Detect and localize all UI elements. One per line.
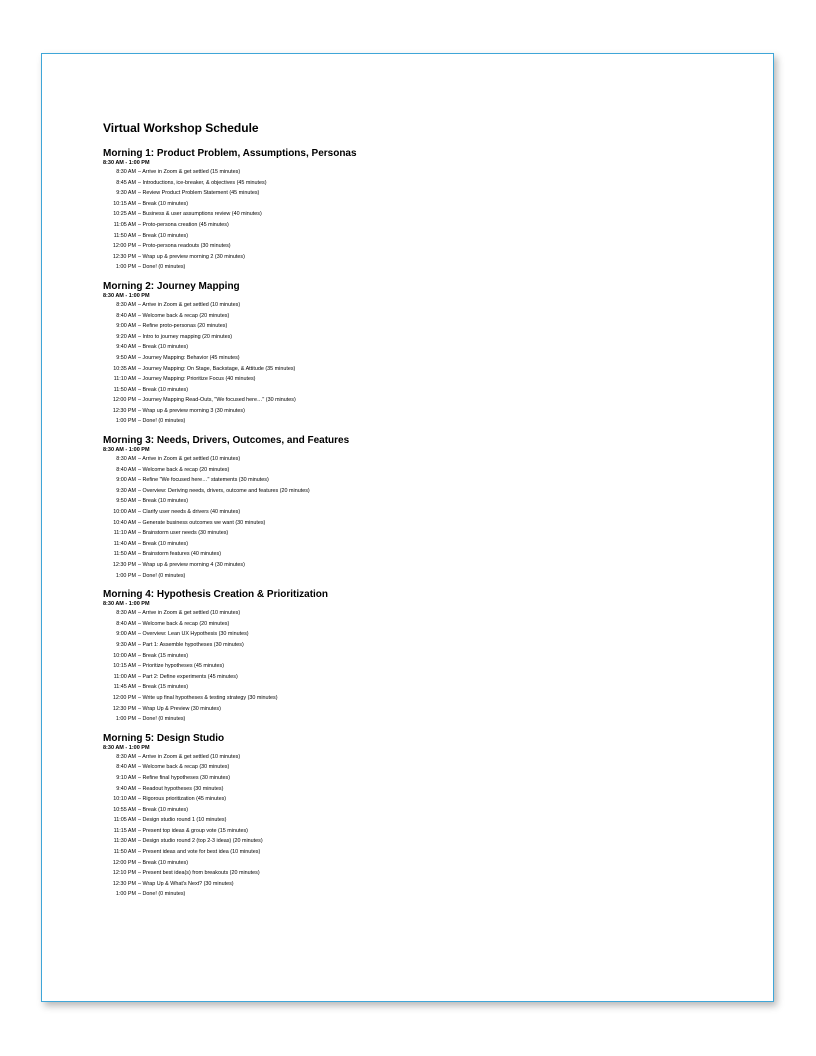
agenda-item — [103, 395, 743, 406]
agenda-item — [103, 805, 743, 816]
agenda-list — [103, 608, 743, 725]
agenda-item-text: – Design studio round 2 (top 2-3 ideas) (20 minutes) — [138, 838, 263, 845]
agenda-item-time: 12:00 PM — [112, 859, 136, 866]
agenda-list — [103, 752, 743, 900]
agenda-item — [103, 252, 743, 263]
agenda-item — [103, 353, 743, 364]
agenda-item-time: 11:05 AM — [113, 221, 136, 228]
agenda-item-text: – Break (10 minutes) — [138, 498, 189, 505]
agenda-item-text: – Break (10 minutes) — [138, 540, 189, 547]
agenda-item — [103, 879, 743, 890]
agenda-item — [103, 661, 743, 672]
agenda-item-time: 10:00 AM — [113, 509, 136, 516]
agenda-item-time: 11:50 AM — [113, 232, 136, 239]
agenda-item-time: 11:10 AM — [113, 376, 136, 383]
agenda-item-time: 12:30 PM — [112, 705, 136, 712]
schedule-section — [103, 148, 743, 273]
agenda-item — [103, 178, 743, 189]
agenda-item — [103, 199, 743, 210]
agenda-item — [103, 752, 743, 763]
agenda-item-text: – Review Product Problem Statement (45 minutes) — [138, 190, 260, 197]
agenda-item-text: – Part 2: Define experiments (45 minutes) — [138, 673, 238, 680]
agenda-item-time: 12:00 PM — [112, 397, 136, 404]
agenda-item — [103, 672, 743, 683]
section-time-range: 8:30 AM - 1:00 PM — [103, 292, 150, 299]
agenda-item — [103, 220, 743, 231]
agenda-item-time: 9:40 AM — [116, 344, 136, 351]
agenda-item-text: – Journey Mapping: On Stage, Backstage, & Attitude (35 minutes) — [138, 365, 296, 372]
agenda-item-text: – Done! (0 minutes) — [138, 572, 186, 579]
agenda-item-text: – Wrap up & preview morning 4 (30 minutes) — [138, 562, 245, 568]
agenda-item-text: – Refine "We focused here…" statements (30 minutes) — [138, 477, 269, 484]
agenda-item-time: 9:10 AM — [116, 774, 136, 781]
agenda-item-time: 12:30 PM — [112, 253, 136, 260]
agenda-item-time: 9:50 AM — [116, 354, 136, 361]
agenda-item — [103, 528, 743, 539]
agenda-item-time: 11:05 AM — [113, 817, 136, 824]
agenda-item — [103, 364, 743, 375]
agenda-item-text: – Wrap up & preview morning 3 (30 minutes) — [138, 407, 245, 414]
agenda-item-text: – Part 1: Assemble hypotheses (30 minutes) — [138, 641, 244, 648]
agenda-item — [103, 889, 743, 900]
agenda-item — [103, 640, 743, 651]
agenda-item — [103, 300, 743, 311]
agenda-item — [103, 682, 743, 693]
agenda-item — [103, 167, 743, 178]
agenda-item-text: – Break (10 minutes) — [138, 344, 189, 351]
agenda-item-text: – Arrive in Zoom & get settled (10 minutes) — [138, 301, 241, 308]
agenda-item-time: 9:20 AM — [116, 333, 136, 340]
agenda-item-text: – Prioritize hypotheses (45 minutes) — [138, 663, 224, 670]
agenda-item-time: 11:00 AM — [113, 673, 136, 680]
agenda-item-time: 9:00 AM — [116, 477, 136, 484]
agenda-item-time: 11:50 AM — [113, 551, 136, 558]
agenda-item-time: 9:50 AM — [116, 498, 136, 505]
agenda-item — [103, 342, 743, 353]
agenda-item — [103, 475, 743, 486]
agenda-item-text: – Welcome back & recap (20 minutes) — [138, 620, 230, 627]
agenda-item — [103, 507, 743, 518]
agenda-item — [103, 847, 743, 858]
agenda-item-time: 11:45 AM — [113, 684, 136, 691]
document-title: Virtual Workshop Schedule — [103, 121, 259, 135]
agenda-item-time: 9:30 AM — [116, 487, 136, 494]
agenda-item-text: – Welcome back & recap (20 minutes) — [138, 312, 230, 319]
schedule-sections — [103, 148, 743, 900]
agenda-item-text: – Wrap up & preview morning 2 (30 minutes) — [138, 253, 245, 260]
agenda-item — [103, 762, 743, 773]
agenda-item-time: 10:00 AM — [113, 652, 136, 659]
agenda-item-time: 12:30 PM — [112, 407, 136, 414]
section-heading: Morning 2: Journey Mapping — [103, 280, 240, 292]
agenda-item-text: – Rigorous prioritization (45 minutes) — [138, 796, 227, 803]
agenda-list — [103, 167, 743, 273]
agenda-item — [103, 385, 743, 396]
agenda-item-time: 8:40 AM — [116, 312, 136, 319]
agenda-item-time: 9:30 AM — [116, 190, 136, 197]
agenda-list — [103, 300, 743, 427]
agenda-item — [103, 571, 743, 582]
agenda-item-time: 8:40 AM — [116, 620, 136, 627]
agenda-item-time: 8:30 AM — [116, 169, 136, 175]
agenda-item-text: – Brainstorm features (40 minutes) — [138, 551, 221, 558]
agenda-item-text: – Intro to journey mapping (20 minutes) — [138, 333, 233, 340]
agenda-item — [103, 629, 743, 640]
agenda-item — [103, 311, 743, 322]
agenda-item-text: – Done! (0 minutes) — [138, 891, 186, 898]
agenda-item — [103, 241, 743, 252]
agenda-item-text: – Readout hypotheses (30 minutes) — [138, 785, 224, 792]
agenda-item-time: 9:30 AM — [116, 641, 136, 648]
agenda-item-time: 10:40 AM — [113, 519, 136, 526]
agenda-item-time: 1:00 PM — [115, 264, 136, 271]
section-heading: Morning 3: Needs, Drivers, Outcomes, and Features — [103, 435, 350, 447]
agenda-item-text: – Brainstorm user needs (30 minutes) — [138, 530, 229, 537]
agenda-item-time: 12:00 PM — [112, 694, 136, 701]
agenda-item-text: – Welcome back & recap (20 minutes) — [138, 466, 230, 473]
schedule-section — [103, 733, 743, 900]
agenda-item-text: – Break (10 minutes) — [138, 859, 189, 866]
agenda-item — [103, 332, 743, 343]
agenda-item-text: – Generate business outcomes we want (30 minutes) — [138, 519, 266, 526]
agenda-item — [103, 406, 743, 417]
schedule-section — [103, 589, 743, 725]
agenda-item — [103, 619, 743, 630]
agenda-item-text: – Break (15 minutes) — [138, 684, 189, 691]
agenda-item-text: – Present top ideas & group vote (15 minutes) — [138, 827, 248, 834]
agenda-item-time: 8:30 AM — [116, 301, 136, 308]
agenda-item-text: – Arrive in Zoom & get settled (15 minutes) — [138, 169, 241, 175]
agenda-item-time: 12:00 PM — [112, 243, 136, 250]
agenda-item-time: 11:10 AM — [113, 530, 136, 537]
agenda-item-time: 11:50 AM — [113, 386, 136, 393]
agenda-item-time: 12:30 PM — [112, 880, 136, 887]
agenda-item-text: – Break (15 minutes) — [138, 652, 189, 659]
agenda-item — [103, 262, 743, 273]
agenda-item-text: – Journey Mapping: Behavior (45 minutes) — [138, 354, 240, 361]
agenda-item — [103, 704, 743, 715]
section-heading: Morning 1: Product Problem, Assumptions, Personas — [103, 148, 357, 159]
schedule-section — [103, 281, 743, 427]
agenda-item — [103, 693, 743, 704]
agenda-item-text: – Proto-persona creation (45 minutes) — [138, 221, 229, 228]
agenda-item-text: – Present best idea(s) from breakouts (20 minutes) — [138, 870, 260, 877]
agenda-item — [103, 794, 743, 805]
agenda-item-time: 10:35 AM — [113, 365, 136, 372]
agenda-item-text: – Done! (0 minutes) — [138, 264, 186, 271]
agenda-item-text: – Welcome back & recap (30 minutes) — [138, 764, 230, 771]
agenda-item-text: – Break (10 minutes) — [138, 386, 189, 393]
agenda-item — [103, 209, 743, 220]
agenda-item-text: – Refine proto-personas (20 minutes) — [138, 323, 228, 330]
agenda-item — [103, 858, 743, 869]
agenda-item — [103, 321, 743, 332]
document-content — [103, 121, 743, 908]
agenda-item — [103, 465, 743, 476]
agenda-item — [103, 815, 743, 826]
agenda-item-text: – Done! (0 minutes) — [138, 716, 186, 723]
agenda-item-time: 8:40 AM — [116, 466, 136, 473]
agenda-item — [103, 608, 743, 619]
agenda-item — [103, 651, 743, 662]
section-time-range: 8:30 AM - 1:00 PM — [103, 601, 150, 608]
agenda-item-time: 9:00 AM — [116, 631, 136, 638]
agenda-item-text: – Present ideas and vote for best idea (10 minutes) — [138, 849, 261, 856]
agenda-item-text: – Arrive in Zoom & get settled (10 minutes) — [138, 456, 241, 463]
agenda-item-time: 8:45 AM — [116, 179, 136, 186]
agenda-item-time: 1:00 PM — [115, 891, 136, 898]
agenda-item — [103, 560, 743, 571]
agenda-item-text: – Clarify user needs & drivers (40 minutes) — [138, 509, 241, 516]
agenda-item — [103, 518, 743, 529]
agenda-item-time: 11:50 AM — [113, 849, 136, 856]
agenda-item — [103, 486, 743, 497]
agenda-item — [103, 549, 743, 560]
agenda-item-time: 1:00 PM — [115, 418, 136, 425]
agenda-item-time: 9:00 AM — [116, 323, 136, 330]
agenda-item-time: 8:30 AM — [116, 456, 136, 463]
agenda-item — [103, 836, 743, 847]
agenda-item-time: 11:40 AM — [113, 540, 136, 547]
agenda-item — [103, 868, 743, 879]
agenda-item-text: – Design studio round 1 (10 minutes) — [138, 817, 227, 824]
agenda-item — [103, 416, 743, 427]
agenda-item — [103, 784, 743, 795]
agenda-item-text: – Journey Mapping: Prioritize Focus (40 minutes) — [138, 376, 256, 383]
schedule-section — [103, 435, 743, 581]
agenda-item-time: 8:30 AM — [116, 610, 136, 617]
agenda-item-time: 10:15 AM — [113, 663, 136, 670]
agenda-item-time: 10:25 AM — [113, 211, 136, 218]
agenda-item-text: – Break (10 minutes) — [138, 200, 189, 207]
agenda-item — [103, 773, 743, 784]
agenda-item-text: – Wrap Up & Preview (30 minutes) — [138, 705, 221, 712]
agenda-item-text: – Break (10 minutes) — [138, 232, 189, 239]
document-page — [41, 53, 774, 1002]
agenda-item-time: 10:10 AM — [113, 796, 136, 803]
agenda-list — [103, 454, 743, 581]
agenda-item-text: – Business & user assumptions review (40 minutes) — [138, 211, 262, 218]
section-heading: Morning 5: Design Studio — [103, 732, 225, 744]
agenda-item-text: – Wrap Up & What's Next? (30 minutes) — [138, 880, 234, 887]
agenda-item-time: 1:00 PM — [115, 716, 136, 723]
agenda-item-text: – Break (10 minutes) — [138, 806, 189, 813]
agenda-item-text: – Overview: Deriving needs, drivers, outcome and features (20 minutes) — [138, 487, 310, 494]
agenda-item — [103, 374, 743, 385]
section-heading: Morning 4: Hypothesis Creation & Prioritization — [103, 589, 329, 601]
agenda-item — [103, 454, 743, 465]
agenda-item — [103, 826, 743, 837]
agenda-item-text: – Refine final hypotheses (30 minutes) — [138, 774, 230, 781]
agenda-item-text: – Overview: Lean UX Hypothesis (30 minutes) — [138, 631, 249, 638]
agenda-item-text: – Introductions, ice-breaker, & objectives (45 minutes) — [138, 179, 267, 186]
agenda-item-text: – Arrive in Zoom & get settled (10 minutes) — [138, 610, 241, 617]
agenda-item-time: 10:55 AM — [113, 806, 136, 813]
section-time-range: 8:30 AM - 1:00 PM — [103, 744, 150, 751]
section-time-range: 8:30 AM - 1:00 PM — [103, 447, 150, 454]
agenda-item-text: – Arrive in Zoom & get settled (10 minutes) — [138, 753, 241, 760]
agenda-item — [103, 714, 743, 725]
agenda-item-time: 9:40 AM — [116, 785, 136, 792]
agenda-item-time: 12:10 PM — [112, 870, 136, 877]
agenda-item — [103, 231, 743, 242]
section-time-range: 8:30 AM - 1:00 PM — [103, 160, 150, 166]
agenda-item-time: 1:00 PM — [115, 572, 136, 579]
agenda-item-text: – Write up final hypotheses & testing strategy (30 minutes) — [138, 694, 278, 701]
agenda-item-text: – Proto-persona readouts (30 minutes) — [138, 243, 231, 250]
agenda-item — [103, 188, 743, 199]
agenda-item — [103, 539, 743, 550]
agenda-item-time: 8:40 AM — [116, 764, 136, 771]
agenda-item-time: 8:30 AM — [116, 753, 136, 760]
agenda-item — [103, 496, 743, 507]
agenda-item-time: 12:30 PM — [112, 562, 136, 568]
agenda-item-text: – Journey Mapping Read-Outs, "We focused here…" (30 minutes) — [138, 397, 296, 404]
agenda-item-time: 11:15 AM — [113, 827, 136, 834]
agenda-item-time: 11:30 AM — [113, 838, 136, 845]
agenda-item-text: – Done! (0 minutes) — [138, 418, 186, 425]
agenda-item-time: 10:15 AM — [113, 200, 136, 207]
